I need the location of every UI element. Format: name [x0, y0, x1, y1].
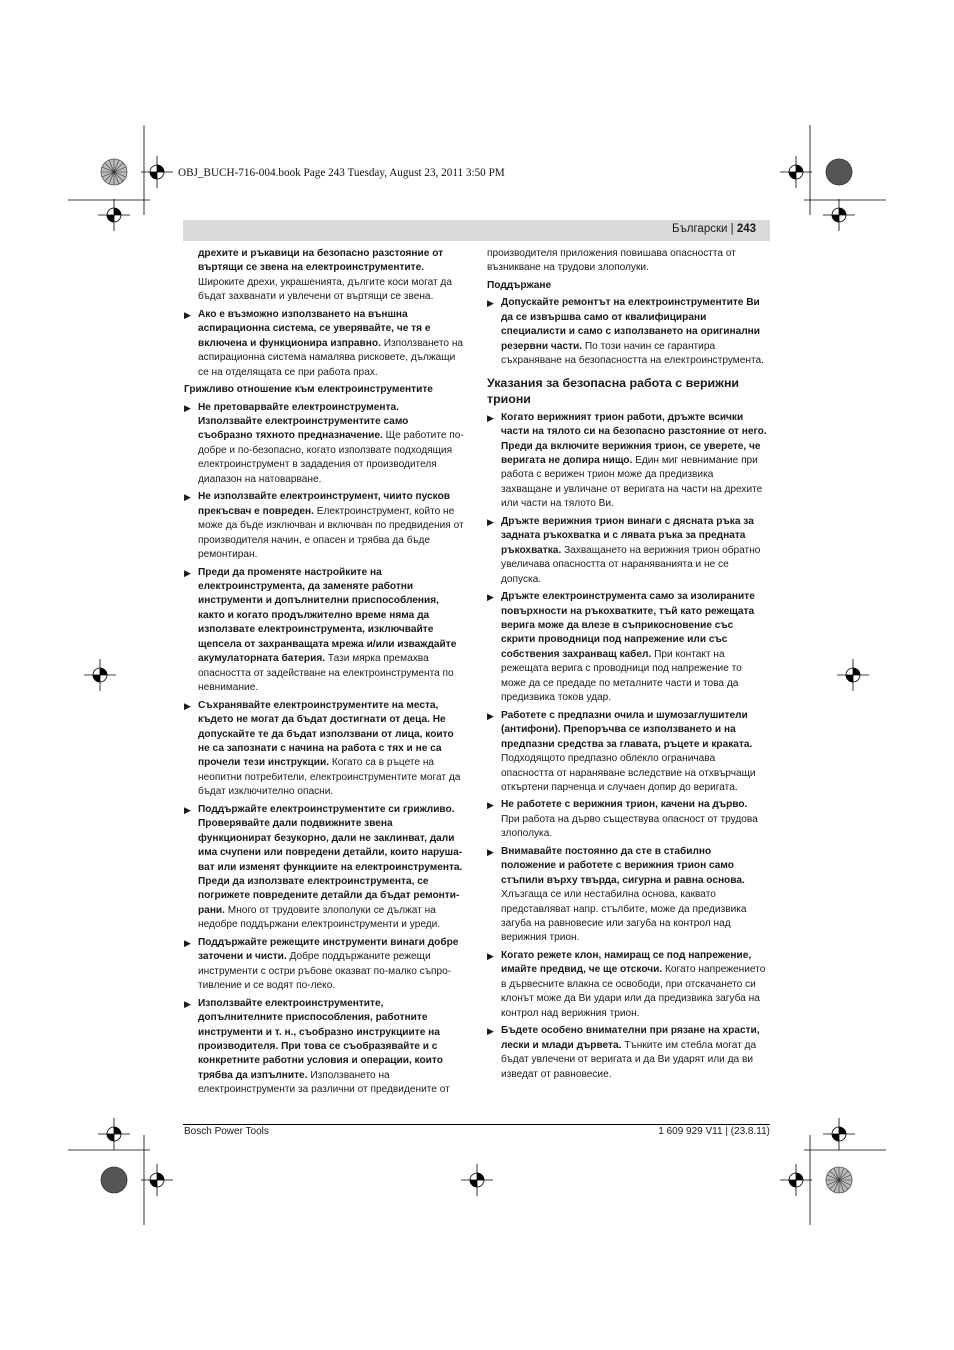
- item-lead: Когато режете клон, намиращ се под напрежение, имайте предвид, че ще отскочи.: [501, 949, 752, 976]
- footer-doc-number: 1 609 929 V11 | (23.8.11): [658, 1126, 770, 1137]
- right-column: [487, 247, 767, 1085]
- item-text: Тази мярка премахва опасността от задействане на електроинструмента по невнимание.: [198, 653, 454, 694]
- item-lead: Не използвайте електроинструмент, чиито пусков прекъсвач е повреден.: [198, 491, 450, 517]
- item-lead: Дръжте верижния трион винаги с дясната ръка за задната ръкохватка и с лявата ръка за предната ръкохватка.: [501, 515, 754, 556]
- section-heading: Указания за безопасна работа с верижни триони: [487, 375, 740, 406]
- item-lead: Дръжте електроинструмента само за изолираните повърхности на ръкохватките, тъй като режещата верига може да влезе в съприкосновение със скрити проводници под напрежение или със собствения захранващ кабел.: [501, 591, 755, 660]
- list-item: [487, 1024, 767, 1082]
- list-item: [184, 936, 464, 994]
- item-lead: Бъдете особено внимателни при рязане на храсти, лески и млади дървета.: [501, 1025, 760, 1051]
- item-text: Широките дрехи, украшенията, дългите коси могат да бъдат захванати и увлечени от въртящи се звена.: [198, 276, 452, 303]
- bullet-arrow-icon: ▶: [184, 309, 191, 320]
- item-text: Използването на електроинструменти за различни от предвидените от: [198, 1069, 450, 1096]
- bullet-arrow-icon: ▶: [487, 592, 494, 603]
- bullet-arrow-icon: ▶: [487, 846, 494, 857]
- bullet-arrow-icon: ▶: [184, 804, 191, 815]
- item-lead: Допускайте ремонтът на електроинструментите Ви да се извършва само от квалифицирани специалисти и само с използването на оригинални резервни части.: [501, 297, 761, 352]
- item-text: Когато напрежението в дървесните влакна се освободи, при отскачането си клонът може да Ви удари или да предизвика загуба на контрол над верижния трион.: [501, 964, 766, 1019]
- bullet-arrow-icon: ▶: [184, 567, 191, 578]
- bullet-arrow-icon: ▶: [487, 412, 494, 423]
- list-item: [184, 308, 464, 380]
- item-lead: Преди да променяте настройките на електроинструмента, да заменяте работни инструменти и допълнителни приспособления, както и когато продължително време няма да използвате електроинструмента, изключвайте щепсела от захранващата мрежа и/или изваждайте акумулаторната батерия.: [198, 566, 457, 665]
- item-lead: дрехите и ръкавици на безопасно разстояние от въртящи се звена на електроинструментите.: [198, 248, 444, 274]
- item-lead: Работете с предпазни очила и шумозаглушители (антифони). Препоръчва се използването и на предпазни средства за главата, ръцете и краката.: [501, 709, 753, 750]
- continuation-text: производителя приложения повишава опасността от възникване на трудови злополуки.: [487, 248, 736, 274]
- item-lead: Поддържайте режещите инструменти винаги добре заточени и чисти.: [198, 936, 459, 963]
- list-item: [184, 247, 464, 305]
- header-separator: |: [730, 223, 737, 235]
- list-item: [487, 709, 767, 796]
- bullet-arrow-icon: ▶: [184, 492, 191, 503]
- list-item: [487, 590, 767, 706]
- language-label: Български: [672, 223, 728, 235]
- bullet-arrow-icon: ▶: [184, 998, 191, 1009]
- item-text: Подходящото предпазно облекло ограничава опасността от нараняване вследствие на отхвърчащи откъртени парченца и случаен допир до веригата.: [501, 753, 756, 793]
- item-text: Хлъзгаща се или нестабилна основа, каквато представляват напр. стълбите, може да предизвика загуба на равновесие или загуба на контрол над верижния трион.: [501, 889, 747, 944]
- item-lead: Използвайте електроинструментите, допълнителните приспособления, работните инструменти и т. н., съобразно инструкциите на производителя. При това се съобразявайте и с конкретните работни условия и операции, които трябва да изпълните.: [198, 997, 443, 1081]
- bullet-arrow-icon: ▶: [184, 937, 191, 948]
- item-text: Когато са в ръцете на неопитни потребители, електроинструментите могат да бъдат изключително опасни.: [198, 757, 461, 798]
- list-item: [184, 566, 464, 696]
- footer-brand: Bosch Power Tools: [184, 1126, 269, 1137]
- footer-rule: [183, 1124, 770, 1125]
- list-item: [184, 997, 464, 1098]
- section-subheading: Поддържане: [487, 279, 552, 291]
- item-text: Използването на аспирационна система намалява рисковете, дължащи се на отделящата се при работа прах.: [198, 337, 464, 378]
- section-subheading: Грижливо отношение към електроинструментите: [184, 384, 433, 396]
- page-header: [672, 223, 756, 235]
- print-slug: OBJ_BUCH-716-004.book Page 243 Tuesday, August 23, 2011 3:50 PM: [178, 167, 505, 179]
- page-header-bar: [183, 220, 770, 241]
- list-item: [184, 401, 464, 488]
- bullet-arrow-icon: ▶: [487, 1026, 494, 1037]
- bullet-arrow-icon: ▶: [487, 950, 494, 961]
- item-lead: Когато верижният трион работи, дръжте всички части на тялото си на безопасно разстояние от него. Преди да включите верижния трион, се уверете, че веригата не допира нищо.: [501, 411, 767, 466]
- list-item: [487, 949, 767, 1021]
- list-item: [184, 803, 464, 933]
- item-text: Много от трудовите злополуки се дължат на недобре поддържани електроинструменти и уреди.: [198, 904, 441, 931]
- list-item: [487, 515, 767, 587]
- bullet-arrow-icon: ▶: [487, 516, 494, 527]
- bullet-arrow-icon: ▶: [487, 298, 494, 309]
- item-text: По този начин се гарантира съхраняване на безопасността на електроинструмента.: [501, 340, 764, 367]
- list-item: [487, 296, 767, 368]
- item-text: Ще работите по-добре и по-безопасно, когато използвате подходящия електроинструмент в зададения от производителя диапазон на натоварване.: [198, 430, 464, 485]
- item-text: Добре поддържаните режещи инструменти с остри ръбове оказват по-малко съпротивление и се водят по-леко.: [198, 951, 452, 992]
- list-item: [487, 798, 767, 841]
- item-lead: Поддържайте електроинструментите си грижливо. Проверявайте дали подвижните звена функционират безукорно, дали не заклинват, дали има счупени или повредени детайли, които нарушават или изменят функциите на електроинструмента. Преди да използвате електроинструмента, се погрижете повредените детайли да бъдат ремонтирани.: [198, 803, 463, 916]
- item-text: Електроинструмент, който не може да бъде изключван и включван по предвидения от производителя начин, е опасен и трябва да бъде ремонтиран.: [198, 505, 464, 561]
- item-text: При контакт на режещата верига с проводници под напрежение то може да се предаде по металните части и това да предизвика токов удар.: [501, 648, 742, 704]
- item-text: Захващането на верижния трион обратно увеличава опасността от нараняванията и не се допуска.: [501, 544, 761, 585]
- list-item: [184, 490, 464, 562]
- list-item: [487, 411, 767, 512]
- bullet-arrow-icon: ▶: [487, 710, 494, 721]
- list-item: [487, 845, 767, 946]
- bullet-arrow-icon: ▶: [184, 402, 191, 413]
- item-lead: Не претоварвайте електроинструмента. Използвайте електроинструментите само съобразно тяхното предназначение.: [198, 401, 409, 442]
- item-text: Един миг невнимание при работа с верижен трион може да предизвика захващане и увличане от веригата на части на дрехите или части на тялото Ви.: [501, 454, 763, 510]
- bullet-arrow-icon: ▶: [184, 700, 191, 711]
- item-lead: Съхранявайте електроинструментите на места, където не могат да бъдат достигнати от деца. Не допускайте те да бъдат използвани от лица, които не са запознати с начина на работа с тях и не са прочели тези инструкции.: [198, 699, 454, 769]
- page-number: 243: [736, 223, 756, 235]
- item-text: Тънките им стебла могат да бъдат увлечени от веригата и да Ви ударят или да ви изведат от равновесие.: [501, 1039, 757, 1080]
- list-item: [184, 699, 464, 800]
- bullet-arrow-icon: ▶: [487, 800, 494, 811]
- left-column: [184, 247, 464, 1101]
- item-lead: Внимавайте постоянно да сте в стабилно положение и работете с верижния трион само стъпили върху твърда, сигурна и равна основа.: [501, 845, 745, 886]
- item-lead: Ако е възможно използването на външна аспирационна система, се уверявайте, че тя е включена и функционира изправно.: [198, 308, 431, 349]
- item-text: При работа на дърво съществува опасност от трудова злополука.: [501, 813, 758, 840]
- item-lead: Не работете с верижния трион, качени на дърво.: [501, 799, 748, 811]
